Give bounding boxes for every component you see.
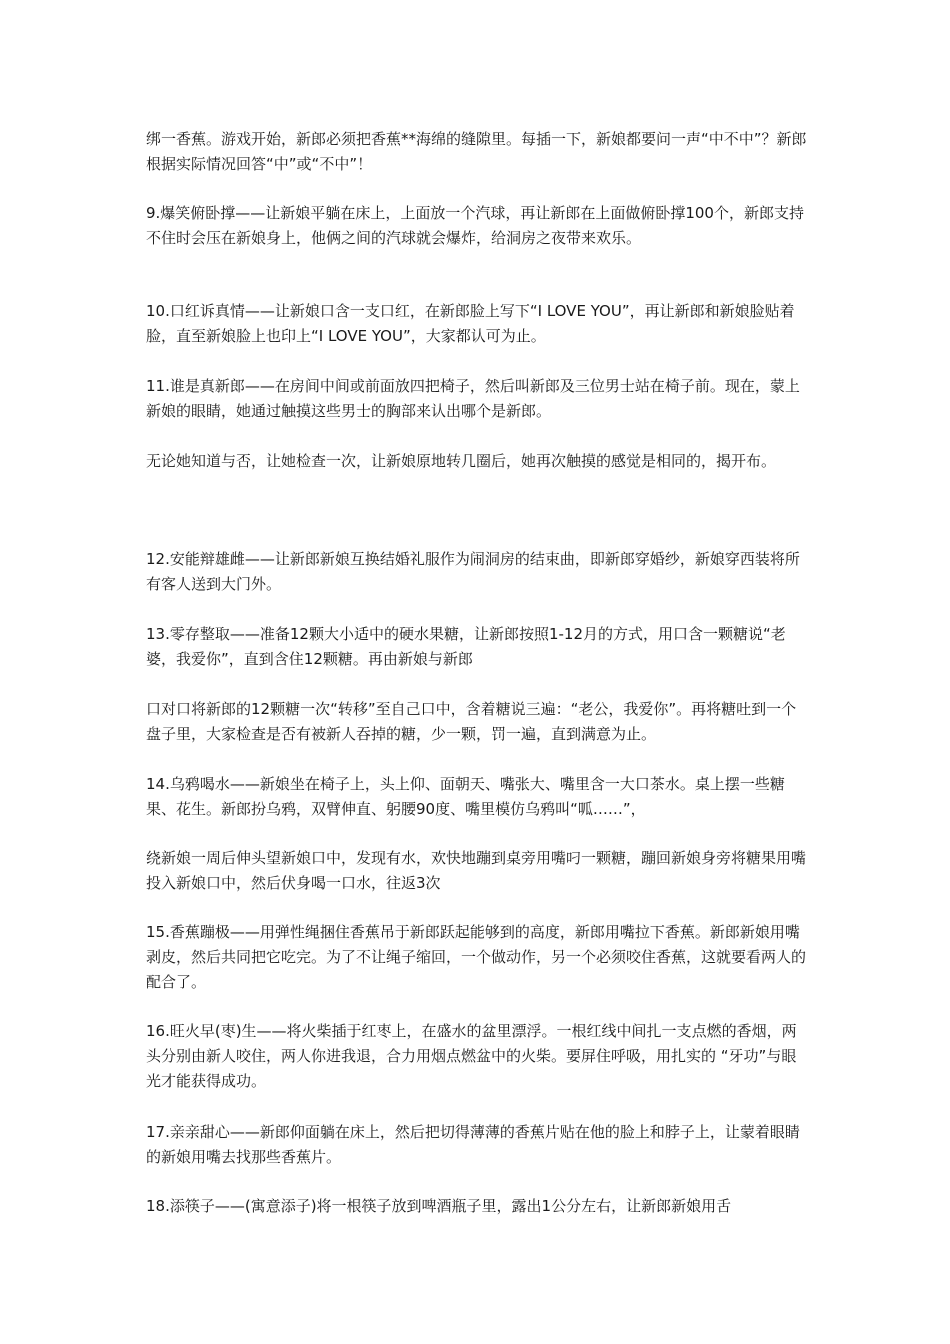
paragraph-5: 无论她知道与否，让她检查一次，让新娘原地转几圈后，她再次触摸的感觉是相同的，揭开布。 (146, 452, 777, 470)
paragraph-7: 13.零存整取——准备12颗大小适中的硬水果糖，让新郎按照1-12月的方式，用口含一颗糖说“老婆，我爱你”，直到含住12颗糖。再由新娘与新郎 (146, 625, 786, 668)
paragraph-1: 绑一香蕉。游戏开始，新郎必须把香蕉**海绵的缝隙里。每插一下，新娘都要问一声“中不中”？新郎根据实际情况回答“中”或“不中”！ (146, 130, 807, 173)
paragraph-11: 15.香蕉蹦极——用弹性绳捆住香蕉吊于新郎跃起能够到的高度，新郎用嘴拉下香蕉。新郎新娘用嘴剥皮，然后共同把它吃完。为了不让绳子缩回，一个做动作，另一个必须咬住香蕉，这就要看两人的配合了。 (146, 923, 807, 991)
paragraph-10: 绕新娘一周后伸头望新娘口中，发现有水，欢快地蹦到桌旁用嘴叼一颗糖，蹦回新娘身旁将糖果用嘴投入新娘口中，然后伏身喝一口水，往返3次 (146, 849, 807, 892)
paragraph-3: 10.口红诉真情——让新娘口含一支口红，在新郎脸上写下“I LOVE YOU”，再让新郎和新娘脸贴着脸，直至新娘脸上也印上“I LOVE YOU”，大家都认可为止。 (146, 302, 795, 345)
paragraph-4: 11.谁是真新郎——在房间中间或前面放四把椅子，然后叫新郎及三位男士站在椅子前。现在，蒙上新娘的眼睛，她通过触摸这些男士的胸部来认出哪个是新郎。 (146, 377, 800, 420)
paragraph-9: 14.乌鸦喝水——新娘坐在椅子上，头上仰、面朝天、嘴张大、嘴里含一大口茶水。桌上摆一些糖果、花生。新郎扮乌鸦，双臂伸直、躬腰90度、嘴里模仿乌鸦叫“呱……”， (146, 775, 785, 818)
paragraph-6: 12.安能辩雄雌——让新郎新娘互换结婚礼服作为闹洞房的结束曲，即新郎穿婚纱，新娘穿西装将所有客人送到大门外。 (146, 550, 800, 593)
paragraph-12: 16.旺火早(枣)生——将火柴插于红枣上，在盛水的盆里漂浮。一根红线中间扎一支点燃的香烟，两头分别由新人咬住，两人你进我退，合力用烟点燃盆中的火柴。要屏住呼吸，用扎实的 “牙功”与眼光才能获得成功。 (146, 1022, 797, 1090)
paragraph-14: 18.添筷子——(寓意添子)将一根筷子放到啤酒瓶子里，露出1公分左右，让新郎新娘用舌 (146, 1197, 732, 1215)
paragraph-8: 口对口将新郎的12颗糖一次“转移”至自己口中，含着糖说三遍：“老公，我爱你”。再将糖吐到一个盘子里，大家检查是否有被新人吞掉的糖，少一颗，罚一遍，直到满意为止。 (146, 700, 797, 743)
paragraph-2: 9.爆笑俯卧撑——让新娘平躺在床上，上面放一个汽球，再让新郎在上面做俯卧撑100个，新郎支持不住时会压在新娘身上，他俩之间的汽球就会爆炸，给洞房之夜带来欢乐。 (146, 204, 804, 247)
paragraph-13: 17.亲亲甜心——新郎仰面躺在床上，然后把切得薄薄的香蕉片贴在他的脸上和脖子上，让蒙着眼睛的新娘用嘴去找那些香蕉片。 (146, 1123, 800, 1166)
